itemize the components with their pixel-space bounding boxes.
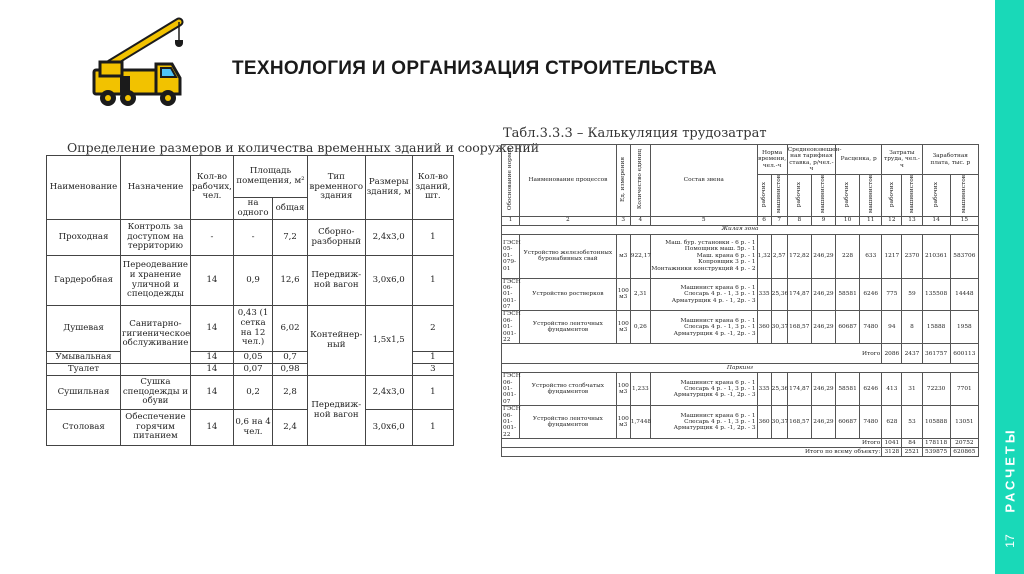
cell-value: 6246 [860,278,882,311]
cell-process: Устройство ленточных фундаментов [520,406,617,439]
crew-member: Слесарь 4 р. - 1, 3 р. - 1 [684,291,756,298]
cell-count: 1 [412,256,453,306]
cell-crew [650,406,757,439]
total-value: 3128 [882,448,902,457]
crew-member: Копровщик 3 р. - 1 [698,259,756,266]
cell-workers: 14 [190,376,233,410]
cell-name: Душевая [47,306,121,352]
header-labor: Затраты труда, чел.-ч [882,145,922,175]
cell-qty: 1,7448 [630,406,650,439]
header-norm: Норма времени, чел.-ч [757,145,787,175]
crew-member: Машинист крана 6 р. - 1 [680,379,756,386]
cell-value: 7480 [860,406,882,439]
column-number: 8 [787,216,811,225]
cell-type: Контейнер-ный [308,306,366,376]
column-number: 3 [616,216,630,225]
cell-value: 6246 [860,373,882,406]
crew-member: Арматурщик 4 р. -1, 2р. - 3 [673,330,756,337]
header-size: Размеры здания, м [365,156,412,220]
total-value: 2086 [882,344,902,364]
header-machinists: машинистов [961,175,968,214]
section-label [1000,415,1020,525]
cell-qty: 922,17 [630,234,650,278]
crew-member: Арматурщик 4 р. - 1, 2р. - 3 [671,297,756,304]
cell-value: 135508 [922,278,950,311]
cell-value: 31 [902,373,922,406]
cell-unit: 100 м3 [616,373,630,406]
cell-name: Туалет [47,364,121,376]
cell-value: 174,87 [787,278,811,311]
cell-size: 3,0х6,0 [365,410,412,446]
cell-value: 628 [882,406,902,439]
cell-process: Устройство железобетонных буронабивных свай [520,234,617,278]
cell-value: 168,57 [787,311,811,344]
cell-count: 1 [412,220,453,256]
cell-area-total: 6,02 [273,306,308,352]
cell-process: Устройство ленточных фундаментов [520,311,617,344]
cell-unit: 100 м3 [616,311,630,344]
cell-value: 413 [882,373,902,406]
section-residential: Жилая зона [502,225,979,234]
header-area-one: на одного [234,198,273,220]
temporary-buildings-table [46,155,454,446]
cell-value: 60687 [836,406,860,439]
cell-value: 1217 [882,234,902,278]
header-workers: рабочих [760,181,767,207]
cell-value: 2,57 [771,234,787,278]
cell-value: 360 [757,406,771,439]
total-label: Итого по всему объекту: [502,448,882,457]
table-row [47,220,454,256]
cell-unit: 100 м3 [616,406,630,439]
column-number: 9 [811,216,835,225]
column-number: 15 [950,216,978,225]
total-row [502,439,979,448]
total-value: 84 [902,439,922,448]
header-area-total: общая [273,198,308,220]
table-row [47,376,454,410]
header-count: Кол-во зданий, шт. [412,156,453,220]
column-number: 13 [902,216,922,225]
cell-area-total: 2,4 [273,410,308,446]
cell-area-one: 0,05 [234,352,273,364]
column-number: 2 [520,216,617,225]
cell-value: 335 [757,373,771,406]
cell-value: 246,29 [811,278,835,311]
header-unit: Ед. измерения [620,156,627,202]
crew-member: Маш. бур. установки - 6 р. - 1 [665,240,756,247]
header-machinists: машинистов [908,175,915,214]
crew-member: Помощник маш. 5р. - 1 [684,246,756,253]
table-row [502,234,979,278]
total-value: 539875 [922,448,950,457]
total-row [502,344,979,364]
table-row [502,373,979,406]
table-row [502,278,979,311]
cell-name: Умывальная [47,352,121,364]
cell-process: Устройство столбчатых фундаментов [520,373,617,406]
cell-count: 1 [412,410,453,446]
cell-purpose: Обеспечение горячим питанием [120,410,190,446]
cell-basis: ГЭСН 05-01-079-01 [502,234,520,278]
cell-workers: 14 [190,410,233,446]
total-label: Итого [502,439,882,448]
header-basis: Обоснование нормы [507,147,514,211]
section-label-text: РАСЧЕТЫ [1002,427,1018,513]
header-machinists: машинистов [867,175,874,214]
cell-unit: 100 м3 [616,278,630,311]
cell-purpose: Сушка спецодежды и обуви [120,376,190,410]
crane-icon [86,12,196,112]
cell-purpose [120,364,190,376]
cell-size: 2,4х3,0 [365,376,412,410]
cell-qty: 1,233 [630,373,650,406]
cell-value: 7701 [950,373,978,406]
header-area: Площадь помещения, м² [234,156,308,198]
cell-workers: 14 [190,352,233,364]
cell-workers: - [190,220,233,256]
cell-size: 1,5х1,5 [365,306,412,376]
header-process: Наименование процессов [520,145,617,217]
crew-member: Слесарь 4 р. - 1, 3 р. - 1 [684,386,756,393]
cell-value: 335 [757,278,771,311]
column-number: 11 [860,216,882,225]
header-crew: Состав звена [650,145,757,217]
page-number: 17 [1003,534,1017,548]
header-workers: рабочих [844,181,851,207]
cell-area-total: 0,7 [273,352,308,364]
cell-basis: ГЭСН 06-01-001-22 [503,311,521,343]
cell-value: 246,29 [811,373,835,406]
table-row [502,311,979,344]
cell-purpose: Переодевание и хранение уличной и спецодежды [120,256,190,306]
cell-value: 1958 [950,311,978,344]
cell-crew [650,311,757,344]
cell-value: 13051 [950,406,978,439]
crew-member: Машинист крана 6 р. - 1 [680,284,756,291]
cell-workers: 14 [190,364,233,376]
cell-value: 8 [902,311,922,344]
column-number: 7 [771,216,787,225]
header-name: Наименование [47,156,121,220]
cell-value: 25,36 [771,373,787,406]
cell-size: 2,4х3,0 [365,220,412,256]
cell-crew [650,234,757,278]
header-workers: рабочих [888,181,895,207]
total-label: Итого [502,344,882,364]
total-row [502,448,979,457]
column-number: 12 [882,216,902,225]
crew-member: Слесарь 4 р. - 1, 3 р. - 1 [684,324,756,331]
cell-basis: ГЭСН 06-01-001-22 [503,406,521,438]
cell-value: 7480 [860,311,882,344]
cell-basis: ГЭСН 06-01-001-07 [503,373,521,405]
cell-value: 246,29 [811,234,835,278]
page-title: ТЕХНОЛОГИЯ И ОРГАНИЗАЦИЯ СТРОИТЕЛЬСТВА [232,58,717,79]
cell-area-one: 0,43 (1 сетка на 12 чел.) [234,306,273,352]
cell-process: Устройство ростверков [520,278,617,311]
header-machinists: машинистов [820,175,827,214]
total-value: 600113 [950,344,978,364]
cell-type: Сборно-разборный [308,220,366,256]
total-value: 2437 [902,344,922,364]
cell-value: 775 [882,278,902,311]
table-row [502,406,979,439]
cell-value: 360 [757,311,771,344]
cell-count: 3 [412,364,453,376]
cell-qty: 0,26 [630,311,650,344]
cell-workers: 14 [190,256,233,306]
cell-value: 72230 [922,373,950,406]
cell-basis: ГЭСН 06-01-001-07 [503,278,521,311]
column-number: 6 [757,216,771,225]
cell-crew [650,373,757,406]
header-type: Тип временного здания [308,156,366,220]
cell-value: 174,87 [787,373,811,406]
cell-value: 168,57 [787,406,811,439]
total-value: 1041 [882,439,902,448]
cell-value: 1,32 [757,234,771,278]
header-purpose: Назначение [120,156,190,220]
cell-type: Передвиж-ной вагон [308,256,366,306]
cell-value: 94 [882,311,902,344]
cell-value: 633 [860,234,882,278]
cell-purpose: Санитарно-гигиеническое обслуживание [120,306,190,364]
cell-area-total: 0,98 [273,364,308,376]
cell-type: Передвиж-ной вагон [308,376,366,446]
cell-unit: м3 [616,234,630,278]
cell-purpose: Контроль за доступом на территорию [120,220,190,256]
cell-value: 210361 [922,234,950,278]
cell-area-one: 0,07 [234,364,273,376]
cell-value: 60687 [836,311,860,344]
header-workers: рабочих [932,181,939,207]
header-machinists: машинистов [775,175,782,214]
cell-value: 246,29 [811,406,835,439]
header-pay: Расценка, р [836,145,882,175]
cell-area-one: 0,9 [234,256,273,306]
cell-area-one: 0,2 [234,376,273,410]
total-value: 361757 [922,344,950,364]
cell-value: 30,37 [771,406,787,439]
cell-name: Сушильная [47,376,121,410]
cell-value: 228 [836,234,860,278]
crew-member: Машинист крана 6 р. - 1 [680,412,756,419]
crew-member: Арматурщик 4 р. -1, 2р. - 3 [673,392,756,399]
column-number: 5 [650,216,757,225]
total-value: 178118 [922,439,950,448]
column-number: 14 [922,216,950,225]
cell-value: 15888 [922,311,950,344]
cell-value: 25,36 [771,278,787,311]
cell-workers: 14 [190,306,233,352]
cell-value: 583706 [950,234,978,278]
crew-member: Слесарь 4 р. - 1, 3 р. - 1 [684,418,756,425]
cell-value: 53 [902,406,922,439]
total-value: 620865 [950,448,978,457]
crew-member: Маш. крана 6 р. - 1 [696,252,756,259]
cell-name: Проходная [47,220,121,256]
cell-value: 2370 [902,234,922,278]
total-value: 2521 [902,448,922,457]
section-parking: Паркинг [502,364,979,373]
header-qty: Количество единиц [637,149,644,210]
cell-value: 105888 [922,406,950,439]
cell-area-total: 12,6 [273,256,308,306]
cell-name: Столовая [47,410,121,446]
cell-size: 3,0х6,0 [365,256,412,306]
cell-area-total: 2,8 [273,376,308,410]
cell-qty: 2,31 [630,278,650,311]
table-row [47,256,454,306]
cell-value: 59 [902,278,922,311]
labor-cost-table [501,144,979,457]
left-table-caption: Определение размеров и количества временных зданий и сооружений [67,140,540,155]
crew-member: Машинист крана 6 р. - 1 [680,317,756,324]
cell-count: 1 [412,376,453,410]
cell-crew [650,278,757,311]
header-workers: рабочих [796,181,803,207]
crew-member: Арматурщик 4 р. -1, 2р. - 3 [673,425,756,432]
header-workers: Кол-во рабочих, чел. [190,156,233,220]
column-number: 1 [502,216,520,225]
cell-value: 58581 [836,278,860,311]
table-row [47,410,454,446]
table-row [47,306,454,352]
cell-count: 2 [412,306,453,352]
right-table-caption: Табл.3.3.3 – Калькуляция трудозатрат [503,126,767,141]
cell-count: 1 [412,352,453,364]
column-number: 4 [630,216,650,225]
cell-value: 30,37 [771,311,787,344]
cell-value: 246,29 [811,311,835,344]
column-number: 10 [836,216,860,225]
cell-value: 58581 [836,373,860,406]
cell-name: Гардеробная [47,256,121,306]
total-value: 20752 [950,439,978,448]
cell-value: 14448 [950,278,978,311]
cell-value: 172,82 [787,234,811,278]
cell-area-one: - [234,220,273,256]
crew-member: Монтажники конструкций 4 р. - 2 [651,265,756,272]
cell-area-one: 0,6 на 4 чел. [234,410,273,446]
cell-area-total: 7,2 [273,220,308,256]
header-rate: Среднеовзвешен-ная тарифная ставка, р/чел.-ч [787,145,835,175]
header-wage: Заработная плата, тыс. р [922,145,978,175]
